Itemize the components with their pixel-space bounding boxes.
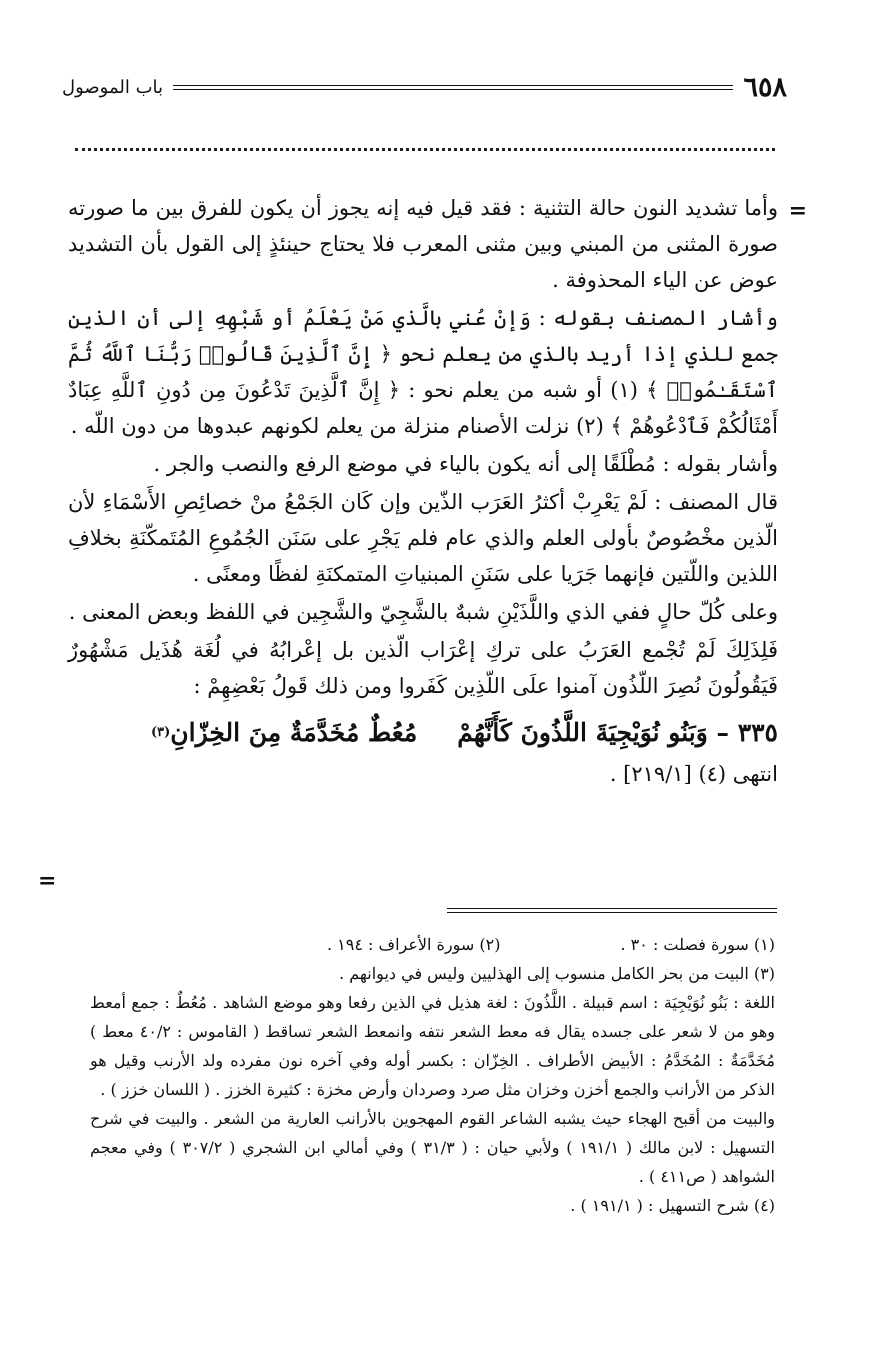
footnote-3: (٣) البيت من بحر الكامل منسوب إلى الهذليين وليس في ديوانهم . [339,964,775,983]
verse-second-hemistich: مُعُطٌ مُخَدَّمَةٌ مِنَ الخِزّانِ [170,718,418,747]
poetry-verse [68,710,778,756]
paragraph-author-note: وأشار المصنف بقوله : وَإنْ عُني بالَّذي مَنْ يَعْلَمُ أو شَبْهِهِ إلى أن الذين جمع للذي إذا أريد بالذي من يعلم نحو ﴿ إِنَّ ٱلَّذِينَ قَالُوا۟ رَبُّنَا ٱللَّهُ ثُمَّ ٱسْتَقَـٰمُوا۟ ﴾ (١) أو شبه من يعلم نحو : ﴿ إِنَّ ٱلَّذِينَ تَدْعُونَ مِن دُونِ ٱللَّهِ عِبَادٌ أَمْثَالُكُمْ فَٱدْعُوهُمْ ﴾ (٢) نزلت الأصنام منزلة من يعلم لكونهم عبدوها من دون اللّه . [68,306,779,438]
chapter-title: باب الموصول [62,76,164,98]
paragraph-dual-shadda: وأما تشديد النون حالة التثنية : فقد قيل فيه إنه يجوز أن يكون للفرق بين ما صورته صورة المثنى من المبني وبين مثنى المعرب فلا يحتاج حينئذٍ إلى القول بأن التشديد عوض عن الياء المحذوفة . [68,196,778,292]
continuation-mark-top: = [788,198,807,224]
continuation-mark-bottom: = [38,868,57,894]
main-text [68,190,778,794]
footnotes [90,930,775,1220]
footnote-rule [447,908,777,913]
paragraph-mutlaqan: وأشار بقوله : مُطْلَقًا إلى أنه يكون بالياء في موضع الرفع والنصب والجر . [153,452,778,476]
paragraph-shabah: وعلى كُلّ حالٍ ففي الذي واللَّذَيْنِ شبهٌ بالشَّجِيّ والشَّجِين في اللفظ وبعض المعنى . [68,600,778,624]
footnote-1: (١) سورة فصلت : ٣٠ . [620,935,775,954]
dotted-separator [75,148,775,151]
footnote-4: (٤) شرح التسهيل : ( ١٩١/١ ) . [570,1196,775,1215]
header-rule [173,85,733,90]
footnote-3-bayt: والبيت من أقبح الهجاء حيث يشبه الشاعر القوم المهجوين بالأرانب العارية من الشعر . والبيت في شرح التسهيل : لابن مالك ( ١٩١/١ ) ولأبي حيان : ( ٣١/٣ ) وفي أمالي ابن الشجري ( ٣٠٧/٢ ) وفي معجم الشواهد ( ص٤١١ ) . [90,1109,775,1186]
paragraph-hudhayl: فَلِذَلِكَ لَمْ تُجْمع العَرَبُ على تركِ إعْرَاب الّذين بل إعْرابُهُ في لُغَة هُذَيل مَشْهُورٌ فَيَقُولُونَ نُصِرَ اللّذُون آمنوا علَى اللّذِين كَفَروا ومن ذلك قَولُ بَعْضِهِمْ : [68,638,778,698]
paragraph-intaha: انتهى (٤) [٢١٩/١] . [609,762,778,786]
running-header [62,70,787,104]
footnote-3-lugha: اللغة : بَنُو نُوَيْجِيَة : اسم قبيلة . اللَّذُونَ : لغة هذيل في الذين رفعا وهو موضع الشاهد . مُعُطٌ : جمع أمعط وهو من لا شعر على جسده يقال فه معط الشعر نتفه وانمعط الشعر تساقط ( القاموس : ٤٠/٢ معط ) مُخَدَّمَةٌ : المُخَدَّمُ : الأبيض الأطراف . الخِزّان : بكسر أوله وفي آخره نون مفرده ولد الأرنب وقيل هو الذكر من الأرانب والجمع أخزن وخزان مثل صرد وصردان وأرض مخزة : كثيرة الخزز . ( اللسان خزز ) . [90,993,775,1099]
verse-first-hemistich: ٣٣٥ – وَبَنُو نُوَيْجِيَةَ اللَّذُونَ كَأَنَّهُمْ [457,718,778,747]
footnote-row-1-2 [90,930,775,959]
verse-footnote-ref: (٣) [150,725,171,740]
page-number: ٦٥٨ [743,71,787,103]
paragraph-musannif-quote: قال المصنف : لَمْ يَعْرِبْ أكثرُ العَرَب الذّين وإن كَان الجَمْعُ منْ خصائِصِ الأَسْمَاءِ لأن الّذين مخْصُوصٌ بأولى العلم والذي عام فلم يَجْرِ على سَنَن الجُمُوعِ المُتَمكّنَةِ بخلافِ اللذين واللّتين فإنهما جَرَيا على سَنَنِ المبنياتِ المتمكنَةِ لفظًا ومعنًى . [68,490,778,586]
footnote-2: (٢) سورة الأعراف : ١٩٤ . [326,935,501,954]
